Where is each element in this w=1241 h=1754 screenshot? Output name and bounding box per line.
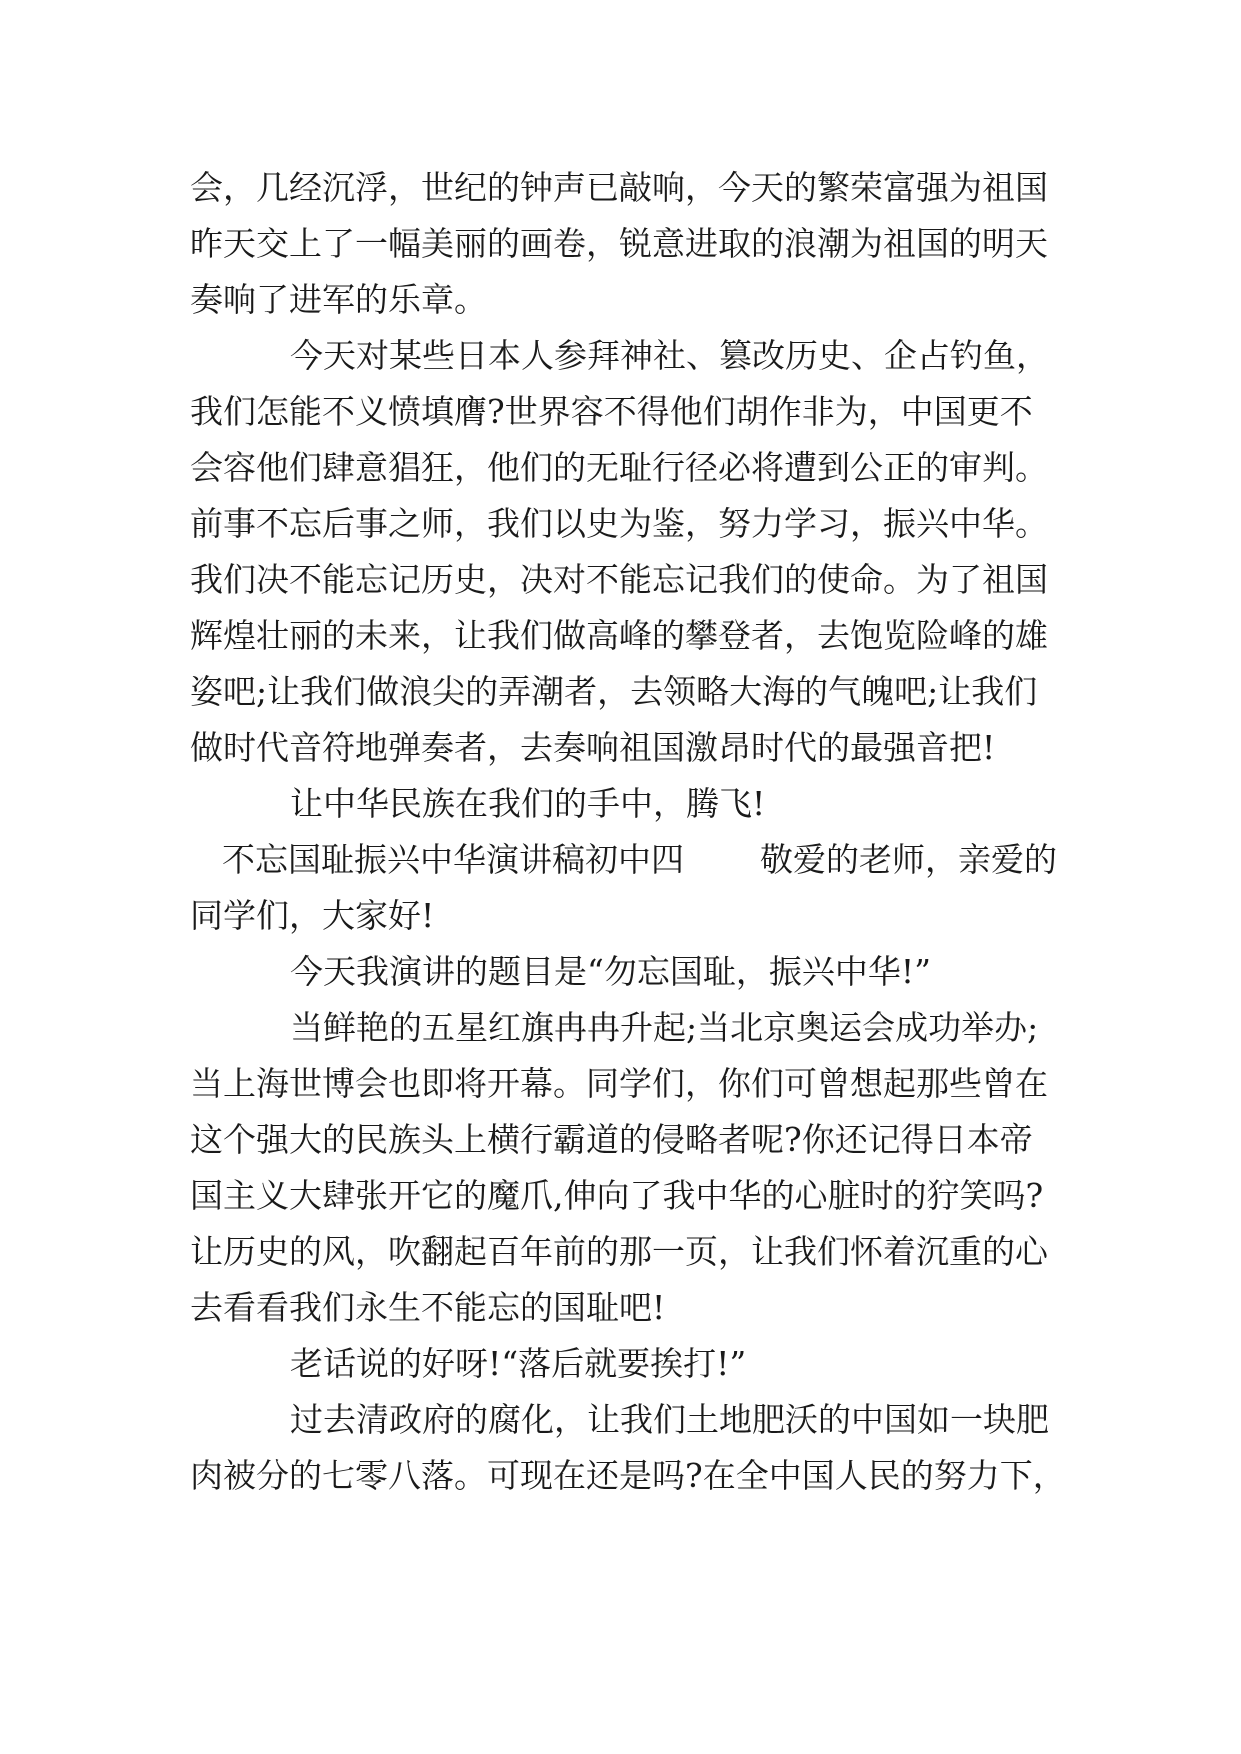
text-line: 当鲜艳的五星红旗冉冉升起;当北京奥运会成功举办; [290,1008,1039,1047]
text-line: 这个强大的民族头上横行霸道的侵略者呢?你还记得日本帝 [190,1120,1033,1159]
section-title: 不忘国耻振兴中华演讲稿初中四 [222,840,684,879]
text-line: 同学们，大家好! [190,896,435,935]
text-line: 我们怎能不义愤填膺?世界容不得他们胡作非为，中国更不 [190,392,1033,431]
text-line: 当上海世博会也即将开幕。同学们，你们可曾想起那些曾在 [190,1064,1048,1103]
text-line: 今天我演讲的题目是“勿忘国耻，振兴中华!” [290,952,932,991]
text-line: 昨天交上了一幅美丽的画卷，锐意进取的浪潮为祖国的明天 [190,224,1048,263]
text-line: 国主义大肆张开它的魔爪,伸向了我中华的心脏时的狞笑吗? [190,1176,1044,1215]
text-line: 我们决不能忘记历史，决对不能忘记我们的使命。为了祖国 [190,560,1048,599]
text-line: 奏响了进军的乐章。 [190,280,487,319]
text-line: 姿吧;让我们做浪尖的弄潮者，去领略大海的气魄吧;让我们 [190,672,1038,711]
text-line: 让历史的风，吹翻起百年前的那一页，让我们怀着沉重的心 [190,1232,1048,1271]
text-line: 会，几经沉浮，世纪的钟声已敲响，今天的繁荣富强为祖国 [190,168,1048,207]
text-line: 去看看我们永生不能忘的国耻吧! [190,1288,666,1327]
text-line: 今天对某些日本人参拜神社、篡改历史、企占钓鱼， [290,336,1049,375]
text-line: 会容他们肆意猖狂，他们的无耻行径必将遭到公正的审判。 [190,448,1048,487]
text-line: 过去清政府的腐化，让我们土地肥沃的中国如一块肥 [290,1400,1049,1439]
text-line: 肉被分的七零八落。可现在还是吗?在全中国人民的努力下， [190,1456,1066,1495]
text-line: 老话说的好呀!“落后就要挨打!” [290,1344,747,1383]
text-line: 前事不忘后事之师，我们以史为鉴，努力学习，振兴中华。 [190,504,1048,543]
text-line: 让中华民族在我们的手中，腾飞! [290,784,766,823]
text-line: 做时代音符地弹奏者，去奏响祖国激昂时代的最强音把! [190,728,996,767]
greeting-text: 敬爱的老师，亲爱的 [760,840,1057,879]
text-line: 辉煌壮丽的未来，让我们做高峰的攀登者，去饱览险峰的雄 [190,616,1048,655]
